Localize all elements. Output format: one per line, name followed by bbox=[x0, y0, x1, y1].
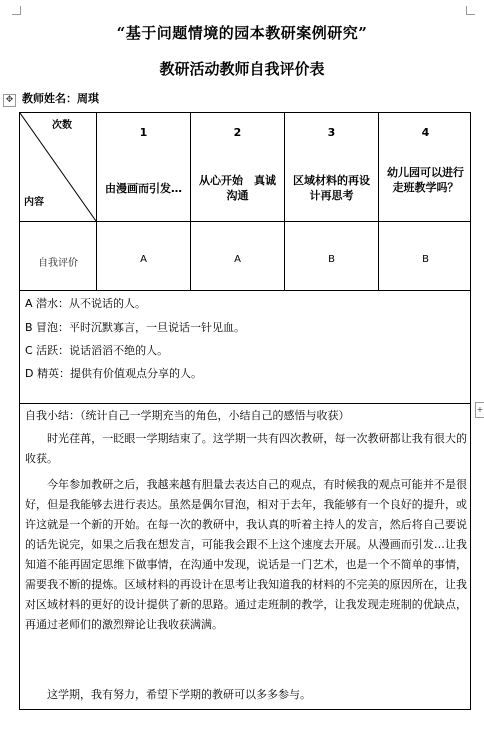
row-divider bbox=[20, 290, 470, 291]
evaluation-grade-3: B bbox=[328, 254, 335, 265]
row-divider bbox=[20, 403, 470, 404]
summary-heading: 自我小结：（统计自己一学期充当的角色，小结自己的感悟与收获） bbox=[25, 409, 350, 422]
role-definition-c: C 活跃：说话滔滔不绝的人。 bbox=[25, 344, 169, 357]
session-topic-2: 从心开始 真诚沟通 bbox=[199, 174, 276, 202]
document-title: “基于问题情境的园本教研案例研究” bbox=[116, 24, 368, 42]
teacher-name-line: 教师姓名：周琪 bbox=[22, 92, 99, 105]
row-divider bbox=[20, 221, 470, 222]
header-content-label: 内容 bbox=[24, 197, 44, 208]
summary-paragraph-2: 今年参加教研之后，我越来越有胆量去表达自己的观点，有时候我的观点可能并不是很好，但是我能够去进行表达。虽然是偶尔冒泡，相对于去年，我能够有一个良好的提升，或许这就是一个新的开始。在每一次的教研中，我认真的听着主持人的发言，然后将自己要说的话先说完，如果之后我在想发言，可能我会跟不上这个速度去开展。从漫画而引发…让我知道不能再固定思维下做事情，在沟通中发现，说话是一门艺术，也是一个不简单的事情，需要我不断的提炼。区域材料的再设计在思考让我知道我的材料的不完美的原因所在，让我对区域材料的更好的设计提供了新的思路。通过走班制的教学，让我发现走班制的优缺点，再通过老师们的激烈辩论让我收获满满。 bbox=[25, 478, 467, 631]
session-topic-4: 幼儿园可以进行走班教学吗？ bbox=[387, 166, 464, 194]
evaluation-grade-4: B bbox=[422, 254, 429, 265]
session-number-4: 4 bbox=[421, 126, 430, 139]
role-definition-a: A 潜水：从不说话的人。 bbox=[25, 297, 147, 310]
role-definition-b: B 冒泡：平时沉默寡言，一旦说话一针见血。 bbox=[25, 321, 246, 334]
session-topic-1: 由漫画而引发… bbox=[105, 182, 182, 195]
self-evaluation-label: 自我评价 bbox=[38, 258, 78, 269]
session-topic-3: 区域材料的再设计再思考 bbox=[293, 174, 370, 202]
resize-plus-icon: + bbox=[476, 405, 484, 414]
evaluation-grade-1: A bbox=[140, 254, 147, 265]
page-corner-mark-left bbox=[12, 6, 21, 15]
session-number-1: 1 bbox=[139, 126, 148, 139]
summary-paragraph-3: 这学期，我有努力，希望下学期的教研可以多多参与。 bbox=[47, 688, 311, 701]
session-number-2: 2 bbox=[233, 126, 242, 139]
page-corner-mark-right bbox=[466, 6, 475, 15]
table-move-handle[interactable] bbox=[3, 94, 16, 107]
move-cross-icon: ✥ bbox=[5, 95, 14, 105]
session-number-3: 3 bbox=[327, 126, 336, 139]
summary-paragraph-1: 时光荏苒，一眨眼一学期结束了。这学期一共有四次教研，每一次教研都让我有很大的收获。 bbox=[25, 432, 467, 465]
table-resize-handle[interactable] bbox=[475, 402, 484, 418]
evaluation-table bbox=[19, 112, 471, 710]
evaluation-grade-2: A bbox=[234, 254, 241, 265]
header-count-label: 次数 bbox=[52, 120, 72, 131]
document-subtitle: 教研活动教师自我评价表 bbox=[159, 60, 325, 78]
role-definition-d: D 精英：提供有价值观点分享的人。 bbox=[25, 367, 202, 380]
